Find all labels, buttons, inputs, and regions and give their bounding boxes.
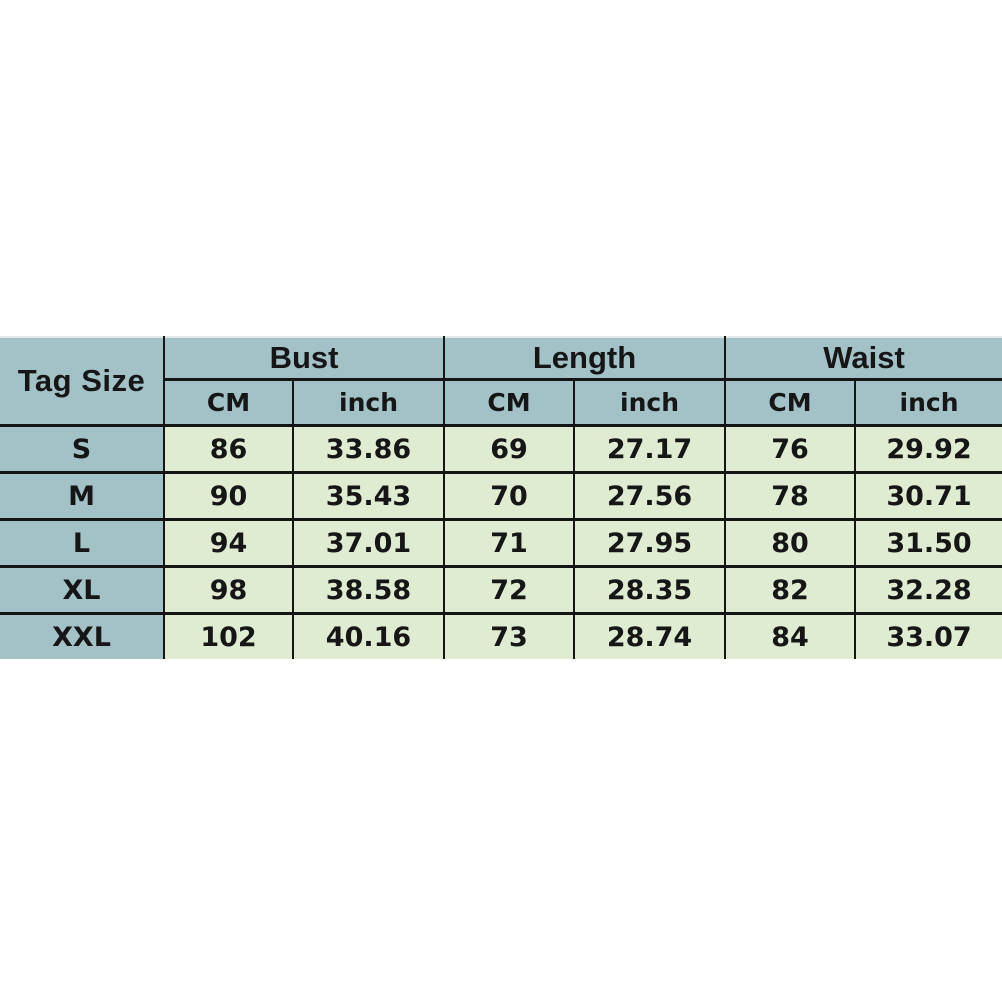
- unit-header-waist-inch: inch: [855, 380, 1002, 426]
- value-cell: 30.71: [855, 473, 1002, 520]
- value-cell: 35.43: [293, 473, 444, 520]
- size-label: L: [0, 520, 164, 567]
- table-row-xl: [0, 567, 1002, 614]
- value-cell: 31.50: [855, 520, 1002, 567]
- value-cell: 94: [164, 520, 293, 567]
- group-header-waist: Waist: [725, 337, 1002, 380]
- unit-header-bust-cm: CM: [164, 380, 293, 426]
- value-cell: 33.86: [293, 426, 444, 473]
- corner-header-tag-size: Tag Size: [0, 337, 164, 426]
- group-header-length: Length: [444, 337, 725, 380]
- value-cell: 80: [725, 520, 855, 567]
- value-cell: 86: [164, 426, 293, 473]
- table-row-xxl: [0, 614, 1002, 660]
- value-cell: 40.16: [293, 614, 444, 660]
- value-cell: 27.17: [574, 426, 725, 473]
- unit-header-length-cm: CM: [444, 380, 574, 426]
- value-cell: 32.28: [855, 567, 1002, 614]
- value-cell: 90: [164, 473, 293, 520]
- size-label: XL: [0, 567, 164, 614]
- group-header-row: [0, 337, 1002, 380]
- table-row-l: [0, 520, 1002, 567]
- value-cell: 98: [164, 567, 293, 614]
- value-cell: 33.07: [855, 614, 1002, 660]
- value-cell: 71: [444, 520, 574, 567]
- size-chart-table: [0, 336, 1002, 659]
- value-cell: 69: [444, 426, 574, 473]
- value-cell: 102: [164, 614, 293, 660]
- unit-header-length-inch: inch: [574, 380, 725, 426]
- value-cell: 28.74: [574, 614, 725, 660]
- size-label: M: [0, 473, 164, 520]
- unit-header-bust-inch: inch: [293, 380, 444, 426]
- table-row-s: [0, 426, 1002, 473]
- unit-header-waist-cm: CM: [725, 380, 855, 426]
- value-cell: 76: [725, 426, 855, 473]
- table-row-m: [0, 473, 1002, 520]
- value-cell: 38.58: [293, 567, 444, 614]
- value-cell: 28.35: [574, 567, 725, 614]
- value-cell: 84: [725, 614, 855, 660]
- value-cell: 82: [725, 567, 855, 614]
- value-cell: 29.92: [855, 426, 1002, 473]
- size-label: S: [0, 426, 164, 473]
- value-cell: 37.01: [293, 520, 444, 567]
- group-header-bust: Bust: [164, 337, 444, 380]
- size-label: XXL: [0, 614, 164, 660]
- value-cell: 78: [725, 473, 855, 520]
- value-cell: 70: [444, 473, 574, 520]
- value-cell: 27.95: [574, 520, 725, 567]
- value-cell: 72: [444, 567, 574, 614]
- value-cell: 73: [444, 614, 574, 660]
- value-cell: 27.56: [574, 473, 725, 520]
